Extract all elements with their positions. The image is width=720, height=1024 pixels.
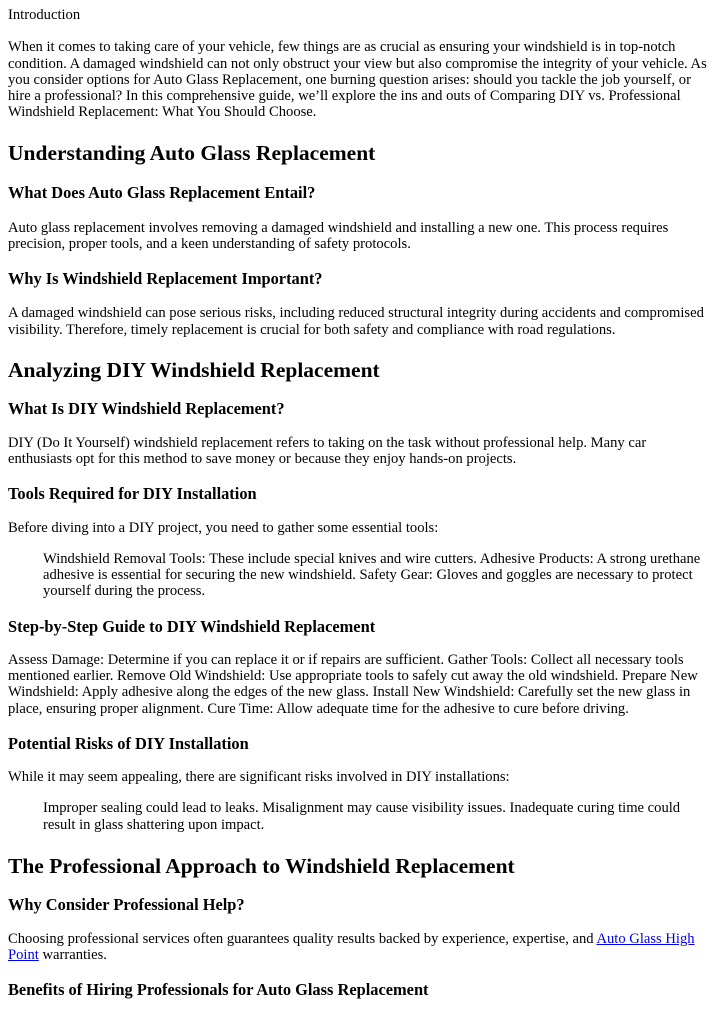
paragraph-replacement-entail: Auto glass replacement involves removing a damaged windshield and installing a new one. This process requires precision, proper tools, and a keen understanding of safety protocols.	[8, 219, 669, 253]
article	[0, 7, 720, 999]
section-heading-professional: The Professional Approach to Windshield Replacement	[8, 853, 515, 878]
paragraph-tools-intro: Before diving into a DIY project, you need to gather some essential tools:	[8, 519, 439, 536]
subheading-tools-required: Tools Required for DIY Installation	[8, 483, 257, 503]
blockquote-risks-list: Improper sealing could lead to leaks. Misalignment may cause visibility issues. Inadequate curing time could result in glass shattering upon impact.	[43, 800, 681, 833]
subheading-step-by-step: Step-by-Step Guide to DIY Windshield Replacement	[8, 616, 376, 636]
paragraph-text-before-link: Choosing professional services often guarantees quality results backed by experience, expertise, and	[8, 930, 597, 947]
section-heading-understanding: Understanding Auto Glass Replacement	[8, 140, 376, 165]
paragraph-why-important: A damaged windshield can pose serious risks, including reduced structural integrity during accidents and compromised visibility. Therefore, timely replacement is crucial for both safety and compliance with road regulations.	[8, 305, 704, 338]
subheading-why-important: Why Is Windshield Replacement Important?	[8, 269, 323, 289]
intro-label: Introduction	[8, 7, 81, 23]
subheading-potential-risks: Potential Risks of DIY Installation	[8, 733, 249, 753]
blockquote-tools-list: Windshield Removal Tools: These include special knives and wire cutters. Adhesive Products: A strong urethane adhesive is essential for securing the new windshield. Safety Gear: Gloves and goggles are necessary to protect yourself during the process.	[43, 550, 701, 600]
paragraph-risks-intro: While it may seem appealing, there are significant risks involved in DIY installations:	[8, 768, 510, 785]
auto-glass-high-point-link[interactable]: Auto Glass High Point	[8, 930, 695, 964]
paragraph-step-by-step: Assess Damage: Determine if you can replace it or if repairs are sufficient. Gather Tools: Collect all necessary tools mentioned earlier. Remove Old Windshield: Use appropriate tools to safely cut away the old windshield. Prepare New Windshield: Apply adhesive along the edges of the new glass. Install New Windshield: Carefully set the new glass in place, ensuring proper alignment. Cure Time: Allow adequate time for the adhesive to cure before driving.	[8, 651, 698, 717]
subheading-benefits-professionals: Benefits of Hiring Professionals for Auto Glass Replacement	[8, 980, 429, 1000]
subheading-what-is-diy: What Is DIY Windshield Replacement?	[8, 398, 285, 418]
intro-paragraph: When it comes to taking care of your vehicle, few things are as crucial as ensuring your windshield is in top-notch condition. A damaged windshield can not only obstruct your view but also compromise the integrity of your vehicle. As you consider options for Auto Glass Replacement, one burning question arises: should you tackle the job yourself, or hire a professional? In this comprehensive guide, we’ll explore the ins and outs of Comparing DIY vs. Professional Windshield Replacement: What You Should Choose.	[8, 39, 707, 121]
paragraph-why-professional	[8, 931, 712, 964]
paragraph-text-after-link: warranties.	[38, 947, 107, 964]
subheading-why-professional: Why Consider Professional Help?	[8, 894, 245, 914]
section-heading-diy: Analyzing DIY Windshield Replacement	[8, 357, 380, 382]
subheading-what-does-replacement-entail: What Does Auto Glass Replacement Entail?	[8, 182, 316, 202]
paragraph-what-is-diy: DIY (Do It Yourself) windshield replacement refers to taking on the task without professional help. Many car enthusiasts opt for this method to save money or because they enjoy hands-on projects.	[8, 434, 647, 468]
